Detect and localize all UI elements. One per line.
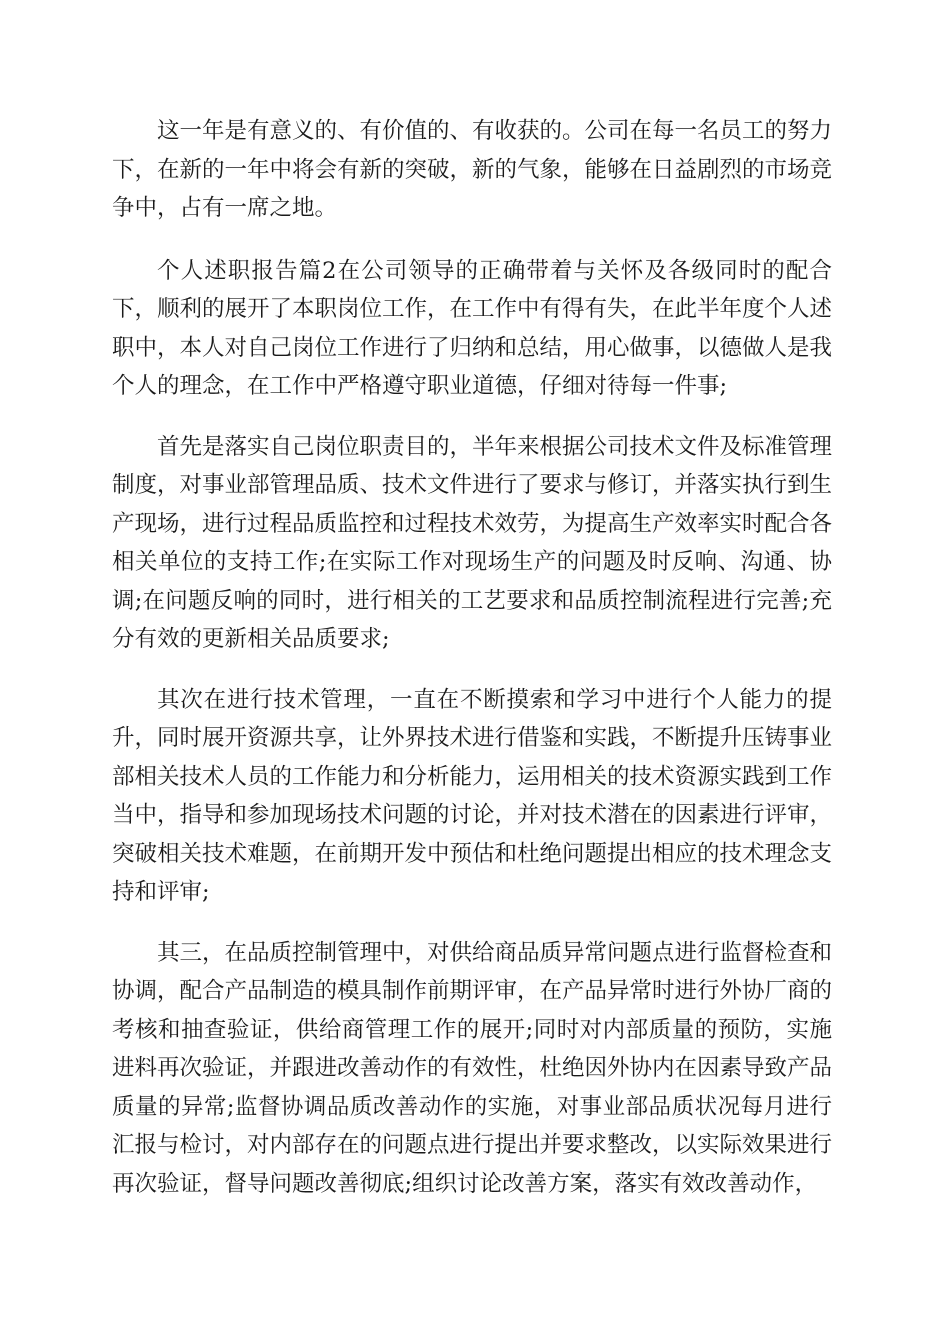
- paragraph-closing-remarks: 这一年是有意义的、有价值的、有收获的。公司在每一名员工的努力下，在新的一年中将会有新的突破，新的气象，能够在日益剧烈的市场竞争中，占有一席之地。: [112, 118, 833, 221]
- paragraph-job-duties: 首先是落实自己岗位职责目的，半年来根据公司技术文件及标准管理制度，对事业部管理品质、技术文件进行了要求与修订，并落实执行到生产现场，进行过程品质监控和过程技术效劳，为提高生产效率实时配合各相关单位的支持工作;在实际工作对现场生产的问题及时反响、沟通、协调;在问题反响的同时，进行相关的工艺要求和品质控制流程进行完善;充分有效的更新相关品质要求;: [112, 433, 833, 652]
- paragraph-report-intro: 个人述职报告篇2在公司领导的正确带着与关怀及各级同时的配合下，顺利的展开了本职岗位工作，在工作中有得有失，在此半年度个人述职中，本人对自己岗位工作进行了归纳和总结，用心做事，以德做人是我个人的理念，在工作中严格遵守职业道德，仔细对待每一件事;: [112, 257, 833, 399]
- document-body: [112, 112, 832, 1227]
- paragraph-technical-management: 其次在进行技术管理，一直在不断摸索和学习中进行个人能力的提升，同时展开资源共享，让外界技术进行借鉴和实践，不断提升压铸事业部相关技术人员的工作能力和分析能力，运用相关的技术资源实践到工作当中，指导和参加现场技术问题的讨论，并对技术潜在的因素进行评审，突破相关技术难题，在前期开发中预估和杜绝问题提出相应的技术理念支持和评审;: [112, 686, 833, 905]
- paragraph-quality-control: 其三，在品质控制管理中，对供给商品质异常问题点进行监督检查和协调，配合产品制造的模具制作前期评审，在产品异常时进行外协厂商的考核和抽查验证，供给商管理工作的展开;同时对内部质量的预防，实施进料再次验证，并跟进改善动作的有效性，杜绝因外协内在因素导致产品质量的异常;监督协调品质改善动作的实施，对事业部品质状况每月进行汇报与检讨，对内部存在的问题点进行提出并要求整改，以实际效果进行再次验证，督导问题改善彻底;组织讨论改善方案，落实有效改善动作，: [112, 939, 833, 1197]
